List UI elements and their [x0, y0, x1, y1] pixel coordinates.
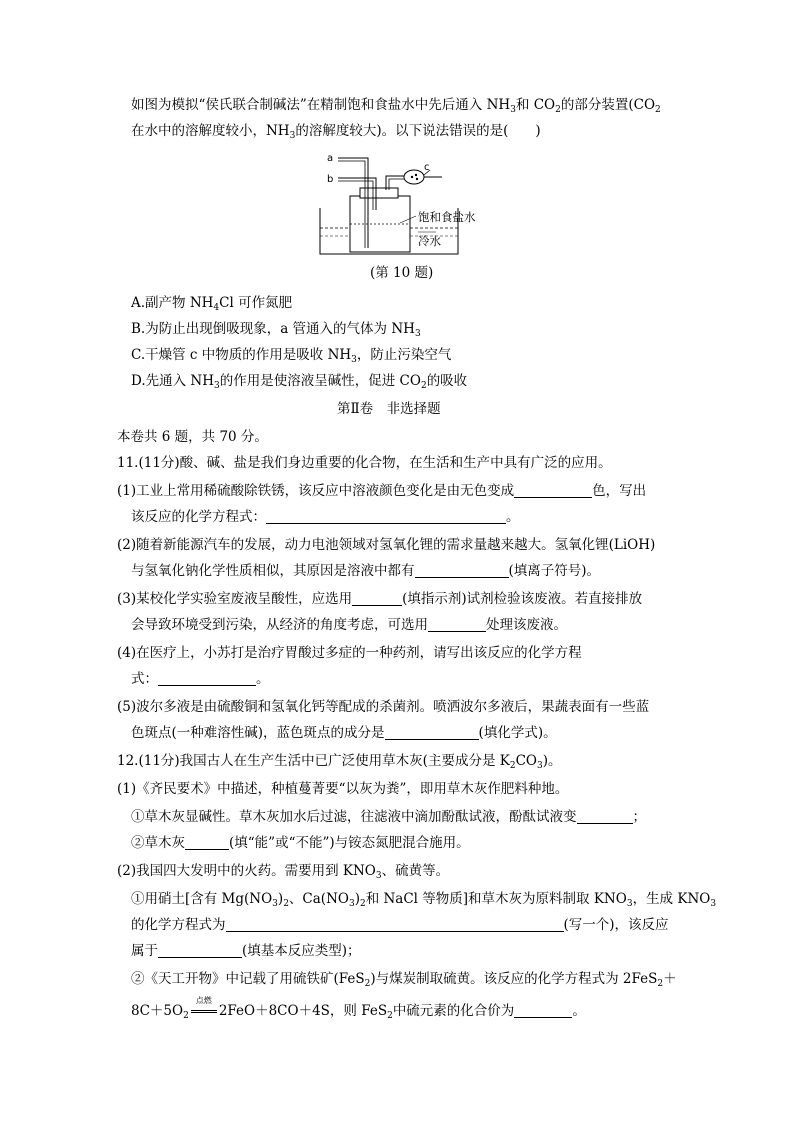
answer-blank[interactable] [185, 835, 229, 850]
apparatus-diagram [318, 150, 478, 256]
q12-head: 12.(11分)我国古人在生产生活中已广泛使用草木灰(主要成分是 $K_2CO_3$)。 [117, 753, 562, 771]
q11-part2-line2: 与氢氧化钠化学性质相似，其原因是溶液中都有 (填离子符号)。 [131, 563, 601, 579]
answer-blank[interactable] [226, 917, 564, 932]
q10-stem-line2: 在水中的溶解度较小，$NH_3$的溶解度较大)。以下说法错误的是( ) [131, 123, 541, 141]
q11-head: 11.(11分)酸、碱、盐是我们身边重要的化合物，在生活和生产中具有广泛的应用。 [117, 455, 612, 471]
option-a: A.副产物 $NH_4Cl$ 可作氮肥 [131, 295, 293, 313]
label-brine: 饱和食盐水 [418, 210, 476, 224]
q11-part3-line1: (3)某校化学实验室废液呈酸性，应选用 (填指示剂)试剂检验该废液。若直接排放 [117, 591, 643, 607]
stopper [360, 188, 398, 198]
q12-part1-sub1: ①草木灰显碱性。草木灰加水后过滤，往滤液中滴加酚酞试液，酚酞试液变 ； [131, 809, 646, 825]
q11-part2-line1: (2)随着新能源汽车的发展，动力电池领域对氢氧化锂的需求量越来越大。氢氧化锂(LiOH) [117, 537, 656, 553]
answer-blank[interactable] [385, 725, 479, 740]
q12-part2-sub2-line2: $8C+5O_2$ 点燃 2FeO＋8CO＋4S，则 FeS$_2$中硫元素的化合价为 。 [131, 996, 586, 1021]
option-b: B.为防止出现倒吸现象，a 管通入的气体为 $NH_3$ [131, 321, 421, 339]
drying-tube-c [404, 170, 424, 184]
q12-part1: (1)《齐民要术》中描述，种植蔓菁要“以灰为粪”，即用草木灰作肥料种地。 [117, 781, 569, 797]
answer-blank[interactable] [514, 1003, 572, 1018]
label-cold-water: 冷水 [418, 234, 441, 248]
q11-part5-line1: (5)波尔多液是由硫酸铜和氢氧化钙等配成的杀菌剂。喷洒波尔多液后，果蔬表面有一些蓝 [117, 699, 650, 715]
option-d: D.先通入 $NH_3$的作用是使溶液呈碱性，促进 $CO_2$的吸收 [131, 373, 468, 391]
answer-blank[interactable] [577, 809, 633, 824]
q11-part1-line1: (1)工业上常用稀硫酸除铁锈，该反应中溶液颜色变化是由无色变成 色，写出 [117, 483, 647, 499]
apparatus-figure [318, 150, 478, 256]
label-c: c [424, 162, 430, 173]
q11-part4-line2: 式： 。 [131, 671, 270, 687]
answer-blank[interactable] [514, 483, 592, 498]
answer-blank[interactable] [415, 563, 509, 578]
q12-part2-sub1-line1: ①用硝土[含有 $Mg(NO_3)_2$、$Ca(NO_3)_2$和 NaCl 等物质]和草木灰为原料制取 $KNO_3$，生成 $KNO_3$ [131, 891, 717, 909]
q10-stem-line1: 如图为模拟“侯氏联合制碱法”在精制饱和食盐水中先后通入 $NH_3$和 $CO_2$的部分装置($CO_2$ [131, 97, 661, 115]
answer-blank[interactable] [158, 943, 242, 958]
section-title: 第Ⅱ卷 非选择题 [337, 401, 441, 417]
label-a: a [327, 153, 334, 164]
figure-caption: (第 10 题) [370, 265, 434, 281]
answer-blank[interactable] [158, 671, 256, 686]
q12-part1-sub2: ②草木灰 (填“能”或“不能”)与铵态氮肥混合施用。 [131, 835, 470, 851]
section-intro: 本卷共 6 题，共 70 分。 [117, 429, 268, 445]
q12-part2-sub1-line3: 属于 (填基本反应类型)； [131, 943, 361, 959]
label-b: b [327, 174, 334, 185]
answer-blank[interactable] [266, 509, 506, 524]
q11-part4-line1: (4)在医疗上，小苏打是治疗胃酸过多症的一种药剂，请写出该反应的化学方程 [117, 645, 582, 661]
q11-part1-line2: 该反应的化学方程式： 。 [131, 509, 520, 525]
answer-blank[interactable] [352, 591, 402, 606]
answer-blank[interactable] [428, 617, 486, 632]
q11-part5-line2: 色斑点(一种难溶性碱)，蓝色斑点的成分是 (填化学式)。 [131, 725, 557, 741]
reaction-arrow: 点燃 [189, 1002, 219, 1020]
q12-part2-sub2-line1: ②《天工开物》中记载了用硫铁矿(FeS$_2$)与煤炭制取硫黄。该反应的化学方程式为 2FeS$_2$＋ [131, 971, 677, 989]
option-c: C.干燥管 c 中物质的作用是吸收 $NH_3$，防止污染空气 [131, 347, 452, 365]
q11-part3-line2: 会导致环境受到污染，从经济的角度考虑，可选用 处理该废液。 [131, 617, 567, 633]
q12-part2: (2)我国四大发明中的火药。需要用到 $KNO_3$、硫黄等。 [117, 863, 450, 881]
q12-part2-sub1-line2: 的化学方程式为 (写一个)，该反应 [131, 917, 669, 933]
